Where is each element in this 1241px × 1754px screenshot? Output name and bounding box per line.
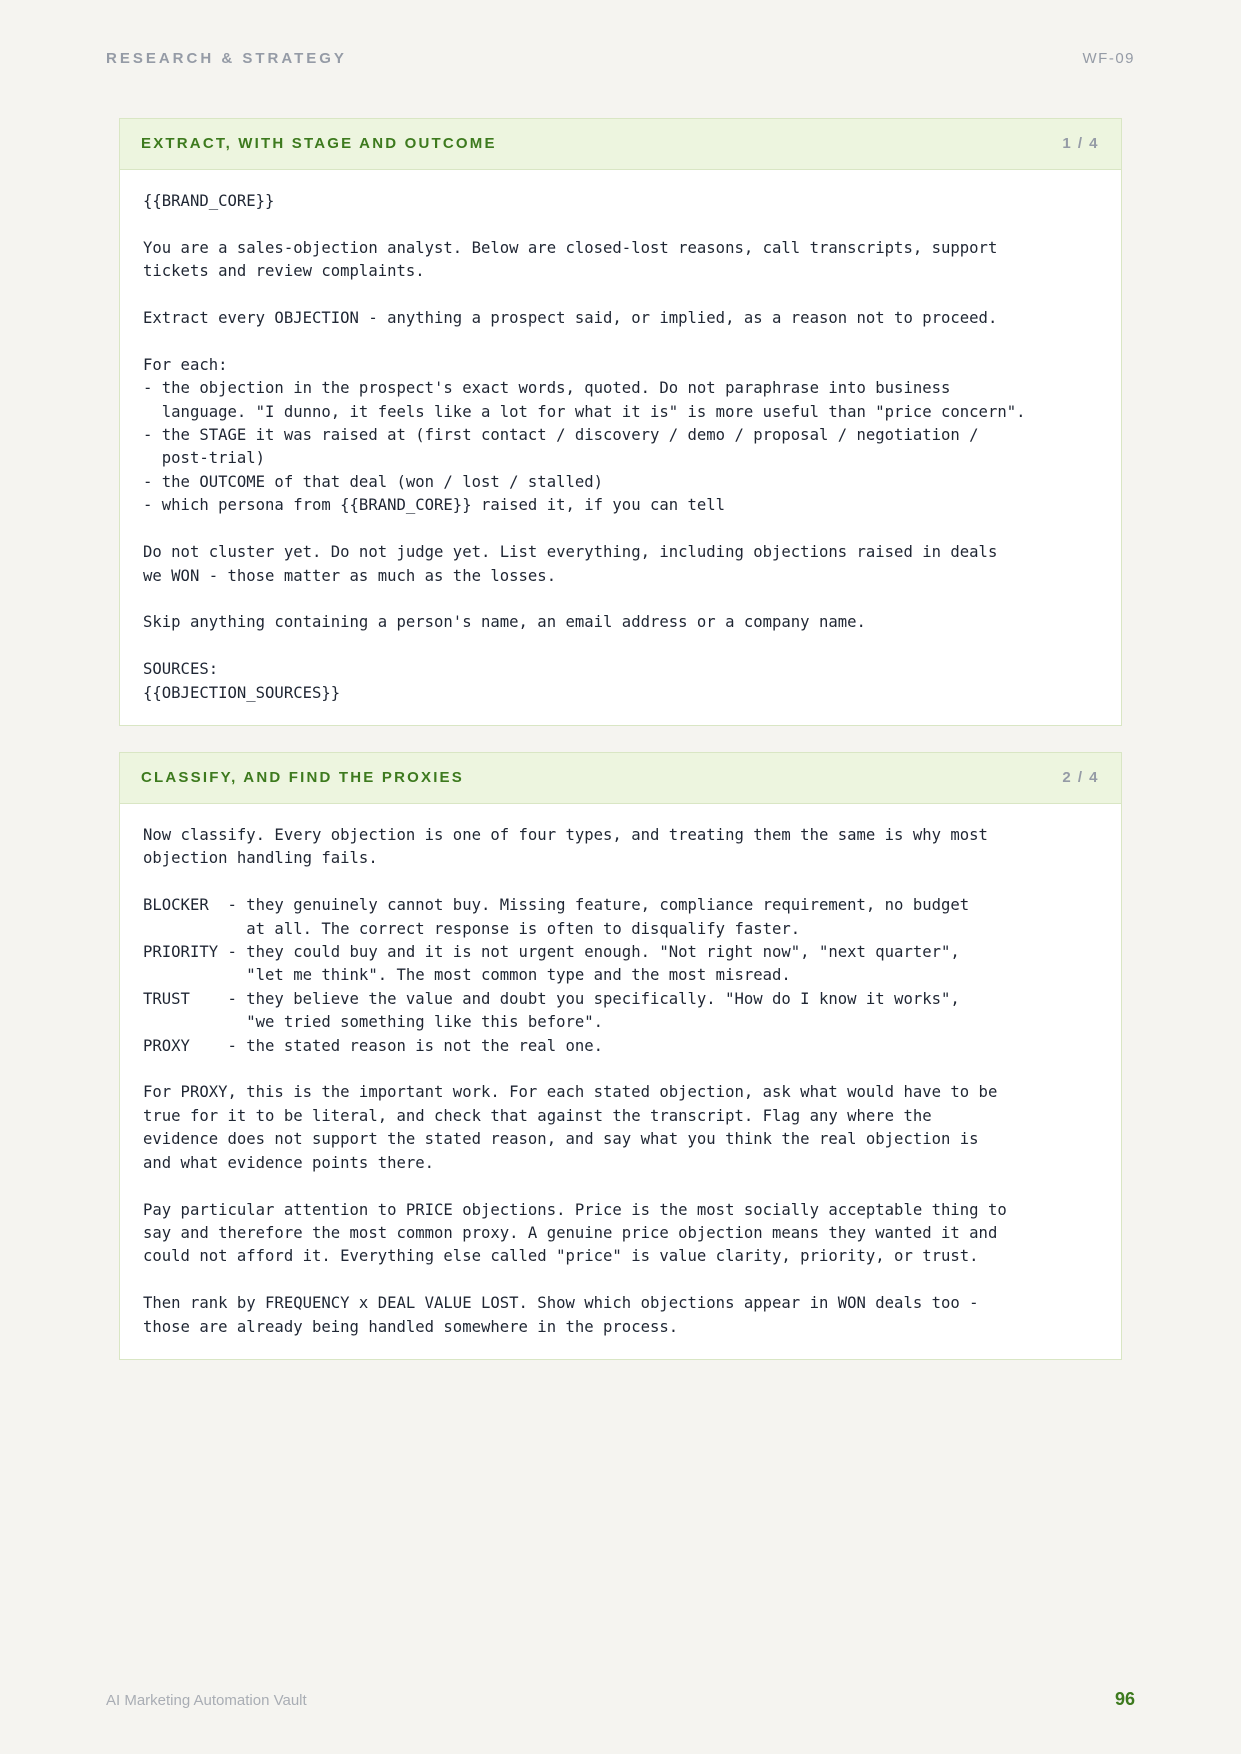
prompt-card-step-2 [119,752,1122,1360]
prompt-text: {{BRAND_CORE}} You are a sales-objection analyst. Below are closed-lost reasons, call transcripts, support tickets and review complaints. Extract every OBJECTION - anything a prospect said, or implied, as a reason not to proceed. For each: - the objection in the prospect's exact words, quoted. Do not paraphrase into business language. "I dunno, it feels like a lot for what it is" is more useful than "price concern". - the STAGE it was raised at (first contact / discovery / demo / proposal / negotiation / post-trial) - the OUTCOME of that deal (won / lost / stalled) - which persona from {{BRAND_CORE}} raised it, if you can tell Do not cluster yet. Do not judge yet. List everything, including objections raised in deals we WON - those matter as much as the losses. Skip anything containing a person's name, an email address or a company name. SOURCES: {{OBJECTION_SOURCES}} [143,192,1026,702]
workflow-code: WF-09 [1082,50,1135,67]
card-title: CLASSIFY, AND FIND THE PROXIES [141,769,464,786]
card-header [120,753,1121,804]
step-counter: 2 / 4 [1062,769,1099,786]
step-counter: 1 / 4 [1062,135,1099,152]
prompt-text: Now classify. Every objection is one of four types, and treating them the same is why most objection handling fails. BLOCKER - they genuinely cannot buy. Missing feature, compliance requirement, no budget at all. The correct response is often to disqualify faster. PRIORITY - they could buy and it is not urgent enough. "Not right now", "next quarter", "let me think". The most common type and the most misread. TRUST - they believe the value and doubt you specifically. "How do I know it works", "we tried something like this before". PROXY - the stated reason is not the real one. For PROXY, this is the important work. For each stated objection, ask what would have to be true for it to be literal, and check that against the transcript. Flag any where the evidence does not support the stated reason, and say what you think the real objection is and what evidence points there. Pay particular attention to PRICE objections. Price is the most socially acceptable thing to say and therefore the most common proxy. A genuine price objection means they wanted it and could not afford it. Everything else called "price" is value clarity, priority, or trust. Then rank by FREQUENCY x DEAL VALUE LOST. Show which objections appear in WON deals too - those are already being handled somewhere in the process. [143,826,1007,1336]
page-number: 96 [1114,1689,1135,1709]
card-title: EXTRACT, WITH STAGE AND OUTCOME [141,135,497,152]
prompt-card-step-1 [119,118,1122,726]
card-header [120,119,1121,170]
section-label: RESEARCH & STRATEGY [106,50,347,67]
footer-title: AI Marketing Automation Vault [106,1692,307,1709]
